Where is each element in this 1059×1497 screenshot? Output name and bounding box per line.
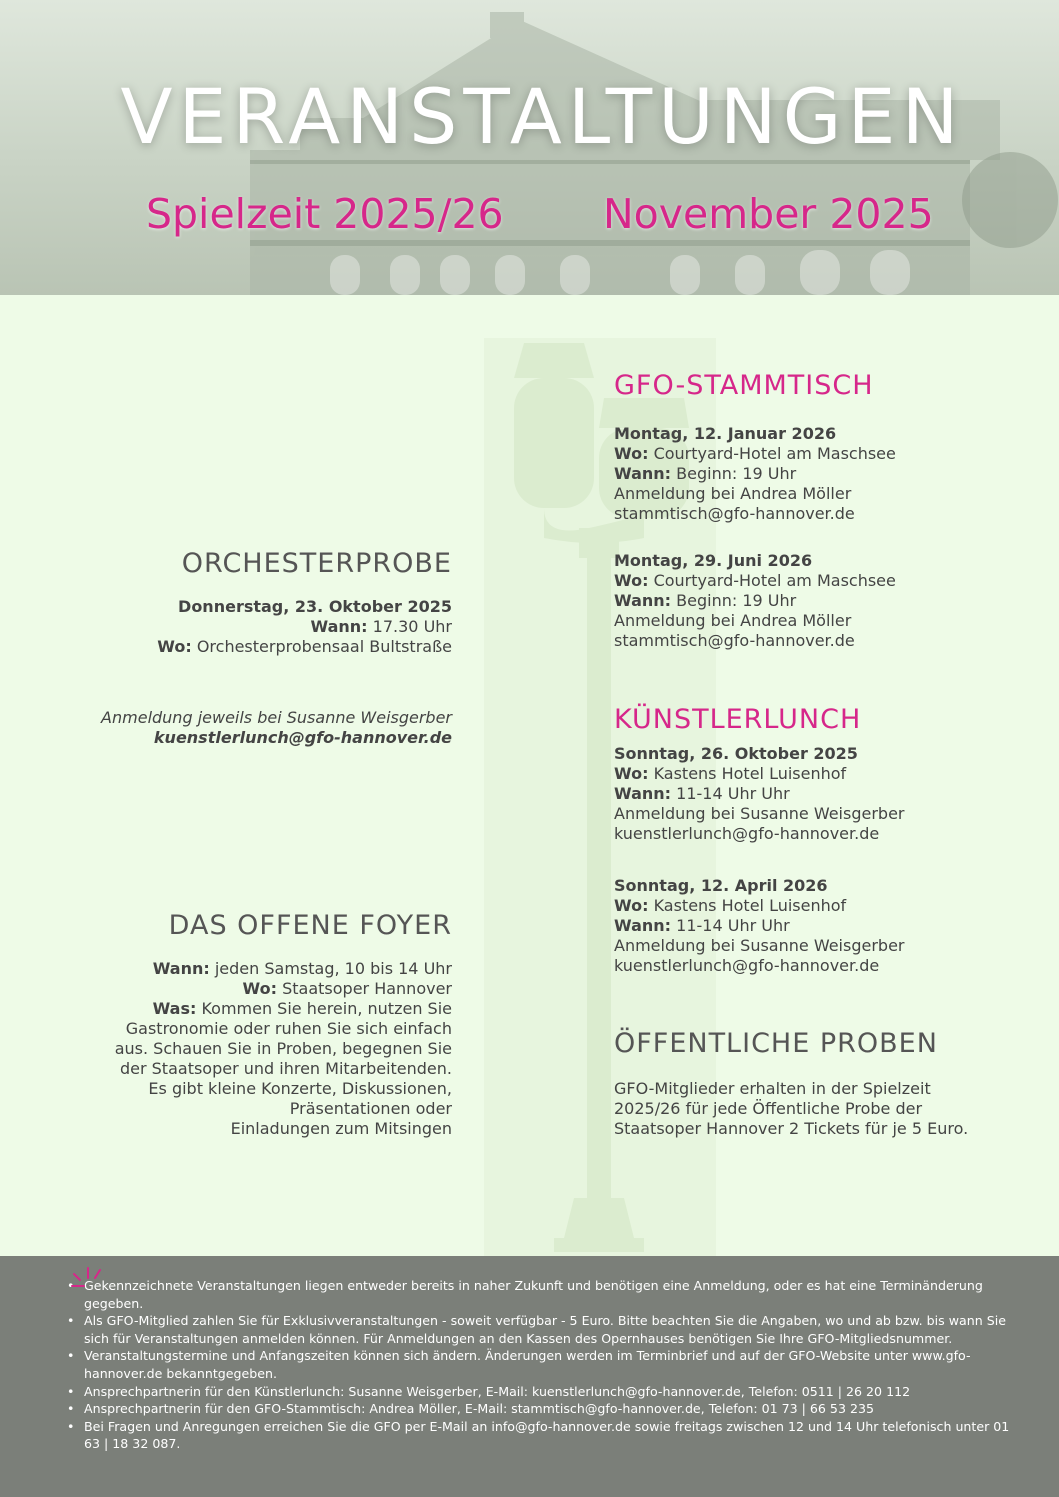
event-anmeldung: Anmeldung bei Andrea Möller — [614, 611, 852, 630]
wann-label: Wann: — [614, 916, 672, 935]
wo-label: Wo: — [614, 896, 649, 915]
stammtisch-title: GFO-STAMMTISCH — [614, 370, 874, 401]
kuenstlerlunch-title: KÜNSTLERLUNCH — [614, 704, 862, 735]
event-date: Sonntag, 12. April 2026 — [614, 876, 828, 895]
foyer-title: DAS OFFENE FOYER — [168, 910, 452, 941]
proben-line: 2025/26 für jede Öffentliche Probe der — [614, 1099, 923, 1118]
footer-item: • Gekennzeichnete Veranstaltungen liegen entweder bereits in naher Zukunft und benötigen eine Anmeldung, oder es hat eine Terminänderung gegeben. — [84, 1277, 1019, 1312]
event-wann: Beginn: 19 Uhr — [676, 464, 797, 483]
orchesterprobe-section — [60, 548, 452, 748]
kuenstlerlunch-section — [614, 704, 1034, 976]
wo-label: Wo: — [614, 764, 649, 783]
footer-list — [0, 1277, 1059, 1453]
orchesterprobe-anmeldung: Anmeldung jeweils bei Susanne Weisgerber — [101, 708, 452, 727]
stammtisch-event — [614, 424, 1034, 524]
footer-item: • Als GFO-Mitglied zahlen Sie für Exklusivveranstaltungen - soweit verfügbar - 5 Euro. Bitte beachten Sie die Angaben, wo und ab bzw. bis wann Sie sich für Veranstaltungen anmelden können. Für Anmeldungen an den Kassen des Opernhauses benötigen Sie Ihre GFO-Mitgliedsnummer. — [84, 1312, 1019, 1347]
event-wann: 11-14 Uhr Uhr — [676, 784, 790, 803]
orchesterprobe-wo: Orchesterprobensaal Bultstraße — [196, 637, 452, 656]
season-label: Spielzeit 2025/26 — [146, 190, 504, 238]
foyer-wo: Staatsoper Hannover — [282, 979, 452, 998]
orchesterprobe-email[interactable]: kuenstlerlunch@gfo-hannover.de — [153, 728, 452, 747]
foyer-was-line: Gastronomie oder ruhen Sie sich einfach — [125, 1019, 452, 1038]
event-email[interactable]: kuenstlerlunch@gfo-hannover.de — [614, 824, 880, 843]
event-email[interactable]: stammtisch@gfo-hannover.de — [614, 631, 855, 650]
wo-label: Wo: — [242, 979, 277, 998]
footer-item: • Ansprechpartnerin für den Künstlerlunch: Susanne Weisgerber, E-Mail: kuenstlerlunch@gfo-hannover.de, Telefon: 0511 | 26 20 112 — [84, 1383, 1019, 1401]
header-banner — [0, 0, 1059, 295]
proben-line: GFO-Mitglieder erhalten in der Spielzeit — [614, 1079, 931, 1098]
wann-label: Wann: — [614, 784, 672, 803]
event-wann: Beginn: 19 Uhr — [676, 591, 797, 610]
foyer-was-line: aus. Schauen Sie in Proben, begegnen Sie — [114, 1039, 452, 1058]
event-wann: 11-14 Uhr Uhr — [676, 916, 790, 935]
wo-label: Wo: — [614, 444, 649, 463]
event-date: Montag, 12. Januar 2026 — [614, 424, 837, 443]
kuenstlerlunch-event — [614, 876, 1034, 976]
wann-label: Wann: — [310, 617, 368, 636]
wo-label: Wo: — [614, 571, 649, 590]
highlight-marker-icon — [68, 1262, 108, 1288]
proben-section — [614, 1028, 1034, 1139]
page-title: VERANSTALTUNGEN — [120, 72, 965, 161]
foyer-wann: jeden Samstag, 10 bis 14 Uhr — [214, 959, 452, 978]
foyer-was-line: Einladungen zum Mitsingen — [230, 1119, 452, 1138]
orchesterprobe-date: Donnerstag, 23. Oktober 2025 — [178, 597, 452, 616]
footer-item: • Veranstaltungstermine und Anfangszeiten können sich ändern. Änderungen werden im Terminbrief und auf der GFO-Website unter www.gfo-hannover.de bekanntgegeben. — [84, 1347, 1019, 1382]
footer-item: • Bei Fragen und Anregungen erreichen Sie die GFO per E-Mail an info@gfo-hannover.de sowie freitags zwischen 12 und 14 Uhr telefonisch unter 01 63 | 18 32 087. — [84, 1418, 1019, 1453]
event-wo: Kastens Hotel Luisenhof — [653, 764, 847, 783]
event-email[interactable]: kuenstlerlunch@gfo-hannover.de — [614, 956, 880, 975]
stammtisch-event — [614, 551, 1034, 651]
event-date: Montag, 29. Juni 2026 — [614, 551, 813, 570]
orchesterprobe-wann: 17.30 Uhr — [372, 617, 452, 636]
foyer-was-line: Kommen Sie herein, nutzen Sie — [201, 999, 452, 1018]
wann-label: Wann: — [614, 464, 672, 483]
wann-label: Wann: — [152, 959, 210, 978]
event-anmeldung: Anmeldung bei Susanne Weisgerber — [614, 804, 905, 823]
month-label: November 2025 — [603, 190, 934, 238]
wann-label: Wann: — [614, 591, 672, 610]
wo-label: Wo: — [157, 637, 192, 656]
event-anmeldung: Anmeldung bei Susanne Weisgerber — [614, 936, 905, 955]
event-email[interactable]: stammtisch@gfo-hannover.de — [614, 504, 855, 523]
event-wo: Kastens Hotel Luisenhof — [653, 896, 847, 915]
was-label: Was: — [152, 999, 197, 1018]
event-wo: Courtyard-Hotel am Maschsee — [653, 444, 896, 463]
foyer-was-line: Präsentationen oder — [289, 1099, 452, 1118]
foyer-was-line: Es gibt kleine Konzerte, Diskussionen, — [148, 1079, 452, 1098]
kuenstlerlunch-event — [614, 744, 1034, 844]
foyer-was-line: der Staatsoper und ihren Mitarbeitenden. — [119, 1059, 452, 1078]
footer-notes — [0, 1256, 1059, 1497]
stammtisch-section — [614, 370, 1034, 651]
orchesterprobe-title: ORCHESTERPROBE — [181, 548, 452, 579]
event-wo: Courtyard-Hotel am Maschsee — [653, 571, 896, 590]
proben-line: Staatsoper Hannover 2 Tickets für je 5 Euro. — [614, 1119, 969, 1138]
event-date: Sonntag, 26. Oktober 2025 — [614, 744, 858, 763]
proben-title: ÖFFENTLICHE PROBEN — [614, 1028, 938, 1059]
footer-item: • Ansprechpartnerin für den GFO-Stammtisch: Andrea Möller, E-Mail: stammtisch@gfo-hannover.de, Telefon: 01 73 | 66 53 235 — [84, 1400, 1019, 1418]
event-anmeldung: Anmeldung bei Andrea Möller — [614, 484, 852, 503]
foyer-section — [60, 910, 452, 1139]
